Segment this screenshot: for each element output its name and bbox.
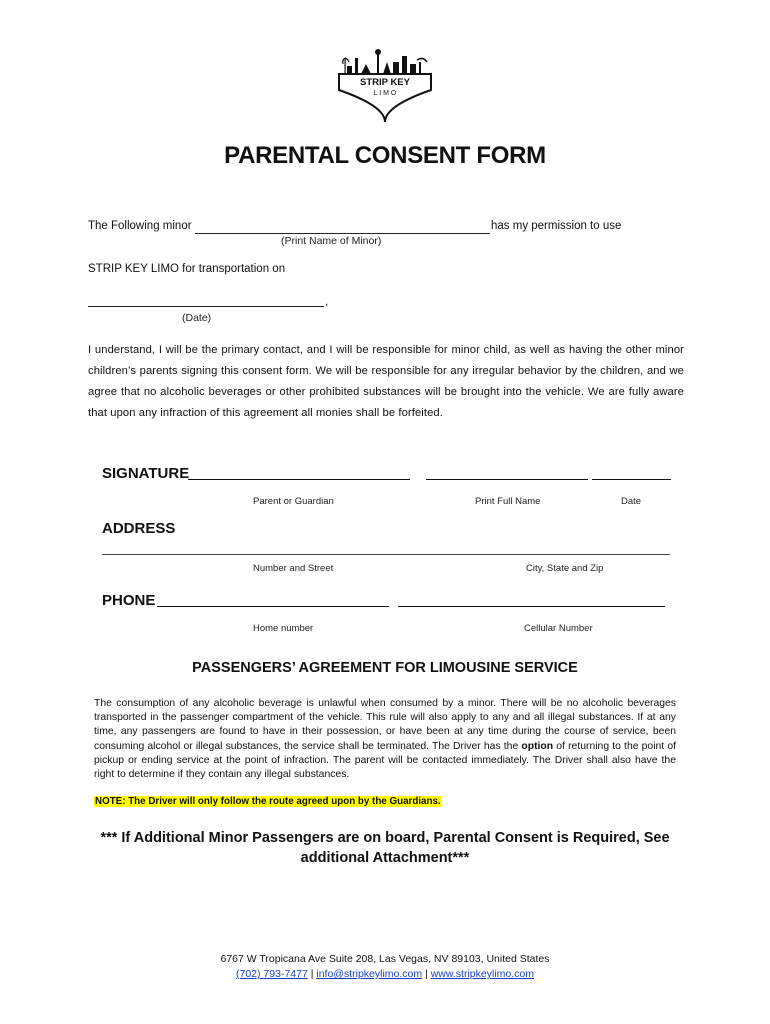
- logo-text-strip-key: STRIP KEY: [360, 77, 410, 88]
- transport-line: STRIP KEY LIMO for transportation on: [88, 263, 286, 275]
- print-full-name-caption: Print Full Name: [475, 496, 541, 507]
- company-logo: [333, 44, 437, 124]
- date-caption: (Date): [182, 312, 212, 324]
- minor-name-caption: (Print Name of Minor): [281, 235, 382, 247]
- understanding-paragraph: I understand, I will be the primary contact, and I will be responsible for minor child, as well as having the other minor children’s parents signing this consent form. We will be responsible for any irregular behavior by the children, and we agree that no alcoholic beverages or other prohibited substances will be brought into the vehicle. We are fully aware that upon any infraction of this agreement all monies shall be forfeited.: [88, 344, 684, 419]
- parent-guardian-caption: Parent or Guardian: [253, 496, 334, 507]
- minor-line-suffix: has my permission to use: [491, 220, 622, 232]
- footer-separator: |: [307, 968, 317, 980]
- footer-address: 6767 W Tropicana Ave Suite 208, Las Vegas, NV 89103, United States: [220, 953, 550, 965]
- footer-email-link[interactable]: info@stripkeylimo.com: [316, 968, 423, 980]
- signature-date-field[interactable]: [592, 479, 671, 480]
- transport-date-field[interactable]: [88, 306, 324, 307]
- logo-text-limo: L I M O: [373, 90, 397, 97]
- agreement-text-before: The consumption of any alcoholic beverage is unlawful when consumed by a minor. There will be no alcoholic beverages transported in the passenger compartment of the vehicle. This rule will also apply to any and all illegal substances. If at any time, any passengers are found to have in their possession, or have been at any time during the course of service, been consuming alcohol or illegal substances, the service shall be terminated. The Driver has the: [94, 698, 676, 752]
- home-number-caption: Home number: [253, 623, 314, 634]
- page-title: PARENTAL CONSENT FORM: [224, 142, 546, 169]
- address-field[interactable]: [102, 554, 670, 555]
- additional-minor-notice: *** If Additional Minor Passengers are on board, Parental Consent is Required, See additional Attachment***: [100, 830, 670, 866]
- footer-contact-line: [0, 967, 770, 982]
- agreement-heading: PASSENGERS’ AGREEMENT FOR LIMOUSINE SERVICE: [192, 660, 578, 676]
- print-full-name-field[interactable]: [426, 479, 588, 480]
- driver-route-note: NOTE: The Driver will only follow the route agreed upon by the Guardians.: [95, 796, 441, 807]
- number-street-caption: Number and Street: [253, 563, 334, 574]
- cellular-number-caption: Cellular Number: [524, 623, 593, 634]
- date-comma: ,: [325, 296, 329, 308]
- strip-key-limo-logo-graphic: [333, 44, 437, 124]
- date-caption-signature: Date: [621, 496, 642, 507]
- minor-name-field[interactable]: [195, 233, 490, 234]
- footer-phone-link[interactable]: (702) 793-7477: [236, 968, 308, 980]
- address-label: ADDRESS: [102, 520, 176, 537]
- signature-label: SIGNATURE: [102, 465, 190, 482]
- agreement-bold-option: option: [521, 740, 554, 752]
- home-number-field[interactable]: [157, 606, 389, 607]
- minor-line-prefix: The Following minor: [88, 220, 192, 232]
- agreement-paragraph: [94, 697, 676, 782]
- footer: [0, 952, 770, 982]
- cellular-number-field[interactable]: [398, 606, 665, 607]
- phone-label: PHONE: [102, 592, 156, 609]
- city-state-zip-caption: City, State and Zip: [526, 563, 604, 574]
- footer-website-link[interactable]: www.stripkeylimo.com: [430, 968, 534, 980]
- agreement-text-after: of returning to the point of pickup or ending service at the point of infraction. The parent will be contacted immediately. The Driver shall also have the right to determine if they contain any illegal substances.: [94, 740, 676, 781]
- parent-signature-field[interactable]: [188, 479, 410, 480]
- footer-separator-2: |: [422, 968, 431, 980]
